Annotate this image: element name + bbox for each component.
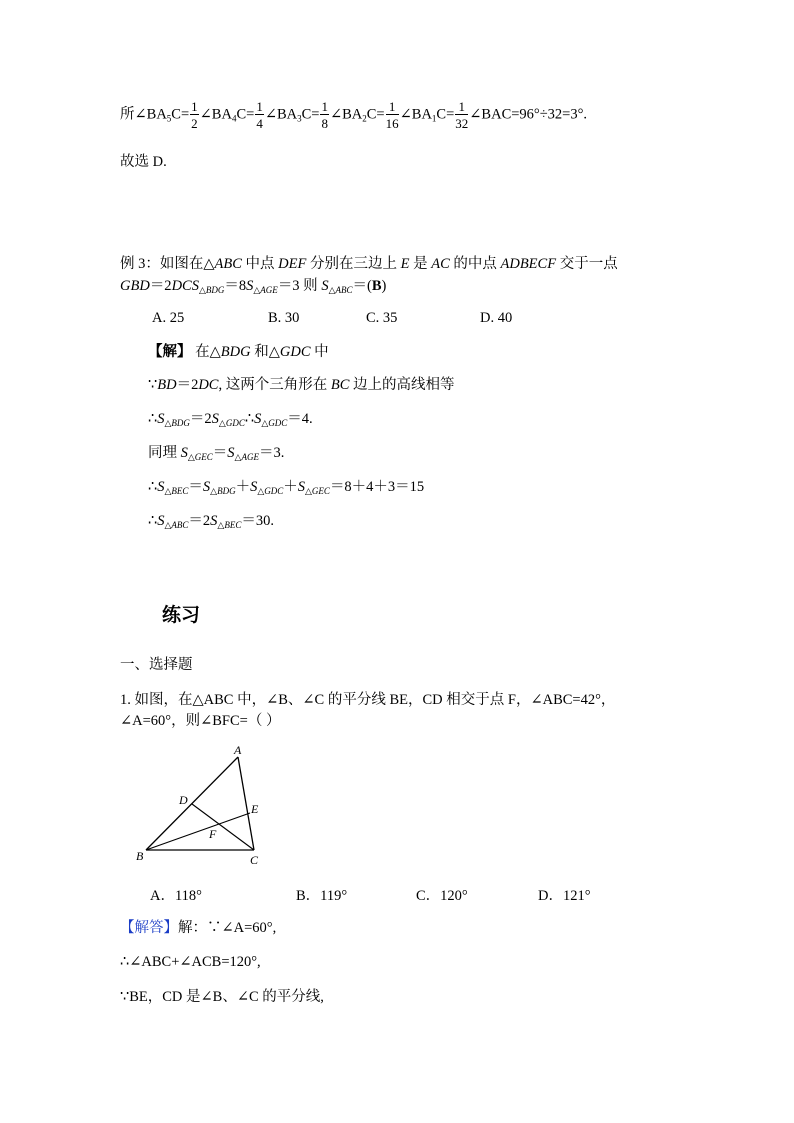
solution3-line1	[148, 342, 329, 362]
example3-line2	[120, 276, 386, 300]
text-seg: 所∠BA	[120, 106, 167, 123]
text-seg: C=	[236, 106, 255, 123]
angle-chain-line	[120, 100, 587, 130]
solution3-line6	[148, 511, 274, 535]
text-seg: ∴	[148, 411, 158, 427]
text-seg: DC	[198, 377, 219, 393]
text-seg: GDC	[279, 344, 311, 360]
text-seg: ＝3.	[258, 445, 285, 461]
fraction-quarter	[255, 100, 264, 130]
text-seg: S	[211, 411, 219, 427]
example3-option-d: D. 40	[480, 310, 513, 326]
practice-heading: 练习	[162, 604, 201, 626]
solution3-line3	[148, 409, 313, 433]
text-seg: ∴	[244, 411, 255, 427]
text-seg: DEF	[278, 256, 307, 272]
subscript: △AGE	[234, 452, 259, 462]
text-seg: ＝	[212, 445, 228, 461]
text-seg: 例 3：如图在△	[120, 256, 215, 272]
text-seg: ∠BAC=96°÷32=3°.	[469, 106, 588, 123]
text-seg: 中	[310, 344, 329, 360]
numerator: 1	[455, 100, 468, 115]
subscript: 4	[231, 113, 237, 124]
text-seg: 的中点	[449, 256, 501, 272]
text-seg: C=	[171, 106, 190, 123]
q1-option-c: C．120°	[416, 888, 468, 904]
triangle-figure	[126, 742, 276, 872]
answer-letter: B	[371, 278, 382, 294]
text-seg: 中点	[241, 256, 279, 272]
text-seg: ＝(	[352, 278, 372, 294]
text-seg: ABC	[214, 256, 242, 272]
bisector-cd	[192, 804, 254, 850]
text-seg: )	[381, 278, 387, 294]
subscript: △BDG	[164, 418, 190, 428]
subscript: △GEC	[305, 486, 330, 496]
text-seg: 和△	[250, 344, 280, 360]
text-seg: S	[246, 278, 254, 294]
text-seg: S	[210, 513, 218, 529]
text-seg: ＝2	[189, 411, 212, 427]
denominator: 4	[256, 116, 263, 131]
text-seg: , 这两个三角形在	[218, 377, 331, 393]
denominator: 16	[385, 116, 399, 131]
text-seg: BDG	[220, 344, 251, 360]
subscript: △AGE	[253, 285, 278, 295]
section-heading: 一、选择题	[120, 657, 193, 673]
select-d-line: 故选 D.	[120, 154, 167, 170]
subscript: △GDC	[257, 486, 284, 496]
subscript: 5	[166, 113, 172, 124]
answer1-line2: ∴∠ABC+∠ACB=120°,	[120, 954, 261, 970]
text-seg: BD	[157, 377, 177, 393]
text-seg: ∴	[148, 513, 158, 529]
text-seg: C=	[366, 106, 385, 123]
denominator: 2	[191, 116, 198, 131]
numerator: 1	[256, 99, 263, 114]
text-seg: 交于一点	[556, 256, 618, 272]
text-seg: ＝2	[188, 513, 211, 529]
text-seg: S	[227, 445, 235, 461]
bisector-be	[146, 813, 250, 850]
subscript: △GDC	[261, 418, 288, 428]
example3-option-b: B. 30	[268, 310, 300, 326]
subscript: △ABC	[328, 285, 353, 295]
numerator: 1	[191, 99, 198, 114]
text-seg: ＝2	[149, 278, 172, 294]
q1-option-b: B．119°	[296, 888, 348, 904]
subscript: 2	[362, 113, 367, 124]
label-b: B	[136, 849, 144, 863]
subscript: △BEC	[217, 520, 242, 530]
text-seg: ＝8	[224, 278, 247, 294]
text-seg: 边上的高线相等	[349, 377, 455, 393]
text-seg: ＋	[235, 479, 251, 495]
text-seg: S	[157, 513, 165, 529]
text-seg: ∵	[148, 377, 158, 393]
text-seg: S	[250, 479, 258, 495]
text-seg: 是	[409, 256, 432, 272]
text-seg: DCS	[171, 278, 199, 294]
text-seg: 分别在三边上	[306, 256, 401, 272]
text-seg: C=	[301, 106, 320, 123]
text-seg: E	[400, 256, 410, 272]
text-seg: 解：∵∠A=60°,	[178, 920, 277, 936]
text-seg: ∠BA	[329, 106, 363, 123]
numerator: 1	[386, 100, 399, 115]
subscript: △BEC	[164, 486, 189, 496]
subscript: △GEC	[187, 452, 213, 462]
example3-option-c: C. 35	[366, 310, 398, 326]
subscript: △BDG	[198, 285, 225, 295]
text-seg: S	[297, 479, 306, 495]
text-seg: S	[157, 411, 165, 427]
text-seg: 在△	[191, 344, 221, 360]
label-f: F	[209, 827, 217, 841]
example3-line1	[120, 254, 618, 274]
solution-tag: 【解】	[148, 344, 192, 360]
label-d: D	[179, 793, 188, 807]
answer-tag: 【解答】	[120, 920, 178, 936]
text-seg: ＝4.	[287, 411, 313, 427]
text-seg: ＋	[283, 479, 298, 495]
solution3-line4	[148, 443, 284, 467]
example3-option-a: A. 25	[152, 310, 185, 326]
text-seg: ∴	[148, 479, 158, 495]
question1-line1: 1. 如图，在△ABC 中，∠B、∠C 的平分线 BE，CD 相交于点 F，∠ABC=42°，	[120, 692, 616, 708]
subscript: 1	[431, 113, 437, 124]
text-seg: ＝	[188, 479, 203, 495]
fraction-half	[190, 100, 199, 130]
text-seg: S	[180, 445, 188, 461]
subscript: △BDG	[210, 486, 236, 496]
text-seg: S	[202, 479, 211, 495]
subscript: △GDC	[218, 418, 245, 428]
subscript: 3	[297, 113, 302, 124]
text-seg: ∠BA	[264, 106, 298, 123]
fraction-eighth	[320, 100, 329, 130]
text-seg: GBD	[120, 278, 150, 294]
label-c: C	[250, 853, 259, 867]
text-seg: C=	[436, 106, 455, 123]
side-ab	[146, 757, 238, 850]
text-seg: S	[157, 479, 165, 495]
text-seg: S	[321, 278, 329, 294]
denominator: 8	[321, 116, 328, 131]
text-seg: BC	[330, 377, 350, 393]
label-a: A	[234, 743, 242, 757]
text-seg: ∠BA	[199, 106, 232, 123]
text-seg: ＝2	[176, 377, 199, 393]
text-seg: AC	[431, 256, 450, 272]
solution3-line2	[148, 375, 455, 395]
label-e: E	[251, 802, 259, 816]
text-seg: ＝30.	[241, 513, 274, 529]
text-seg: ADBECF	[500, 256, 557, 272]
fraction-sixteenth	[386, 100, 399, 130]
answer1-line3: ∵BE，CD 是∠B、∠C 的平分线,	[120, 989, 324, 1005]
question1-line2: ∠A=60°，则∠BFC=（ ）	[120, 713, 281, 729]
denominator: 32	[455, 116, 469, 131]
subscript: △ABC	[164, 520, 189, 530]
numerator: 1	[321, 99, 328, 114]
text-seg: S	[254, 411, 262, 427]
text-seg: ＝3 则	[277, 278, 322, 294]
answer1-line1	[120, 918, 276, 938]
text-seg: 同理	[148, 445, 181, 461]
text-seg: ∠BA	[399, 106, 432, 123]
q1-option-d: D．121°	[538, 888, 591, 904]
text-seg: ＝8＋4＋3＝15	[329, 479, 425, 495]
fraction-thirtysecond	[455, 100, 468, 130]
q1-option-a: A．118°	[150, 888, 202, 904]
solution3-line5	[148, 477, 424, 501]
